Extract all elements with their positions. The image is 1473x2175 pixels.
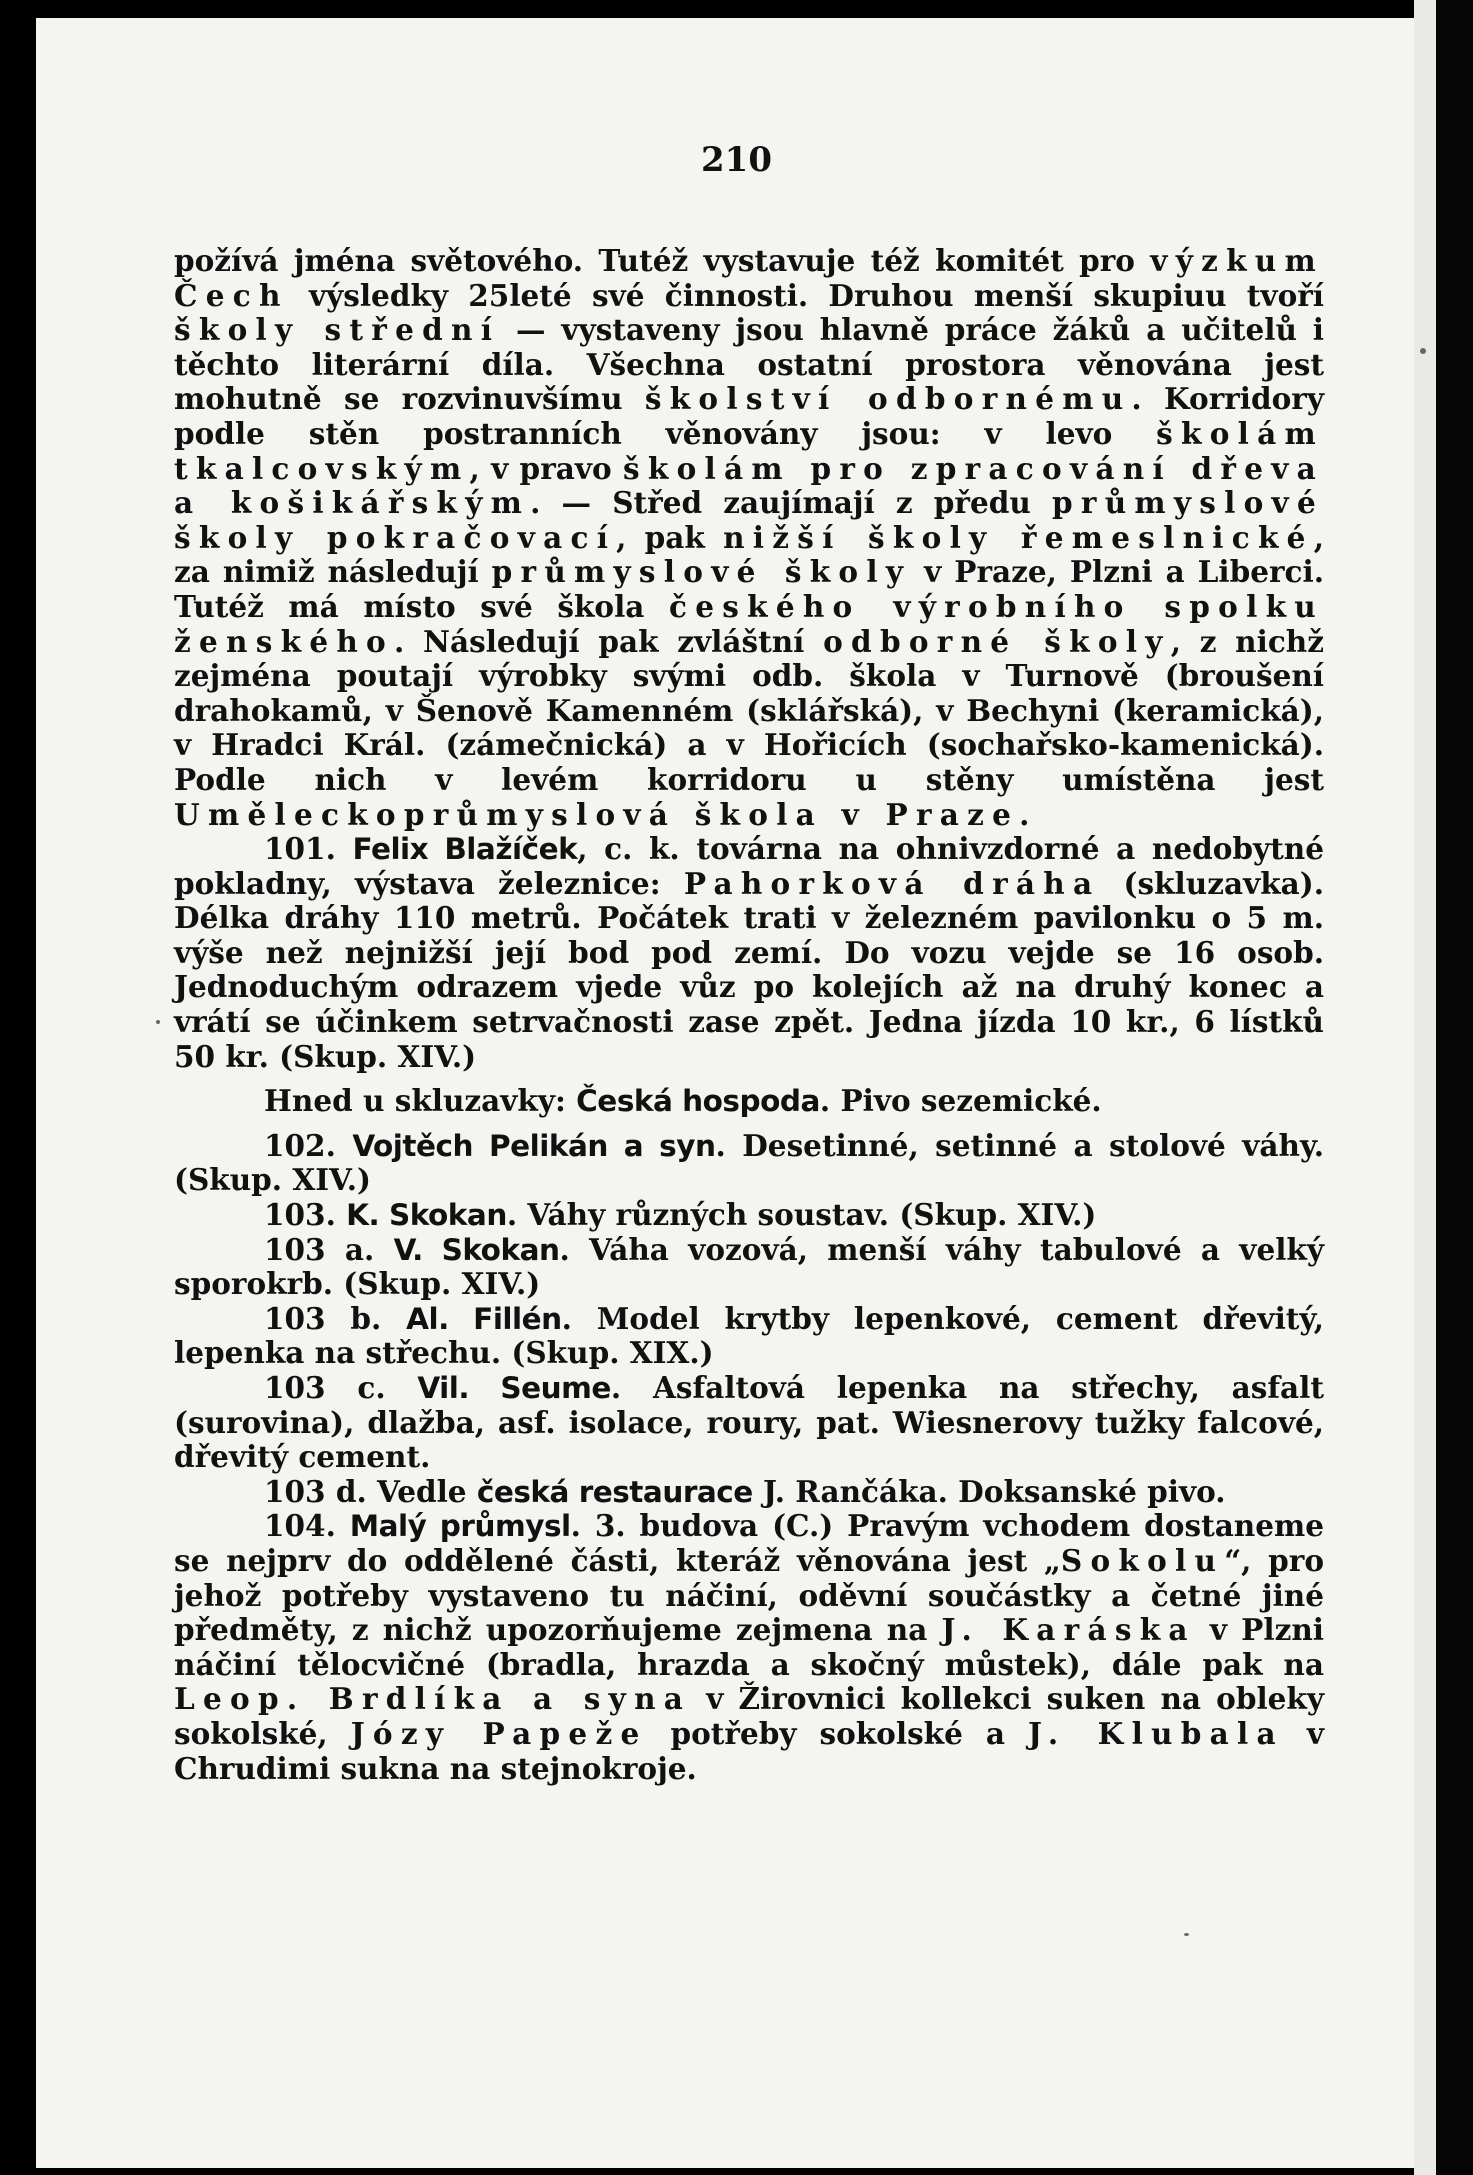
text-run: . 3. budova (C.) Pravým vchodem dostaneme se nejprv do oddělené části, kteráž věnována jest „ [174, 1508, 1325, 1578]
catalog-entry [174, 1084, 1324, 1119]
catalog-entry [174, 1233, 1324, 1302]
text-run: 104. [264, 1508, 350, 1544]
text-run: výsledky 25leté své činnosti. Druhou menší skupiuu tvoří [288, 277, 1324, 313]
spaced-emphasis: nižší školy řemeslnické [723, 519, 1314, 555]
firm-name: Česká hospoda [576, 1084, 820, 1119]
text-run: 103 b. [264, 1300, 407, 1336]
spaced-emphasis: J. Klubala [1027, 1715, 1284, 1751]
text-run: . Váhy různých soustav. (Skup. XIV.) [506, 1197, 1097, 1233]
text-run: 103 a. [264, 1231, 394, 1267]
text-run: “, pro jehož potřeby vystaveno tu náčiní, oděvní součástky a četné jiné předměty, z nichž upozorňujeme zejmena na [174, 1542, 1325, 1648]
firm-name: Malý průmysl [349, 1509, 571, 1544]
firm-name: K. Skokan [346, 1198, 507, 1233]
text-run: . Model krytby lepenkové, cement dřevitý, lepenka na střechu. (Skup. XIX.) [174, 1300, 1324, 1371]
spaced-emphasis: průmyslové školy [491, 554, 912, 590]
text-run: J. Rančáka. Doksanské pivo. [752, 1473, 1226, 1509]
spaced-emphasis: J. Karáska [941, 1612, 1196, 1648]
firm-name: Vojtěch Pelikán a syn [352, 1128, 716, 1163]
text-run: (skluzavka). Délka dráhy 110 metrů. Počátek trati v železném pavilonku o 5 m. výše než nejnižší její bod pod zemí. Do vozu vejde se 16 osob. Jednoduchým odrazem vjede vůz po kolejích až na druhý konec a vrátí se účinkem setrvačnosti zase zpět. Jedna jízda 10 kr., 6 lístků 50 kr. (Skup. XIV.) [174, 865, 1324, 1074]
text-run: v Plzni náčiní tělocvičné (bradla, hrazda a skočný můstek), dále pak na [174, 1612, 1324, 1682]
firm-name: Al. Fillén [406, 1301, 562, 1336]
text-run: . [1019, 796, 1030, 832]
text-run: , c. k. továrna na ohnivzdorné a nedobytné pokladny, výstava železnice: [174, 831, 1325, 901]
spaced-emphasis: školství odbornému [644, 381, 1132, 417]
page-edge-strip [1414, 0, 1436, 2175]
catalog-entry [174, 1371, 1324, 1475]
spaced-emphasis: českého výrobního spolku ženského [174, 588, 1324, 659]
page-number: 210 [701, 140, 772, 180]
catalog-entry [174, 1198, 1324, 1233]
paper-speck [1184, 1933, 1189, 1936]
text-run: , za nimiž následují [174, 519, 1324, 590]
scan-border [1436, 0, 1473, 2175]
text-paragraph [174, 244, 1324, 832]
text-run: . Pivo sezemické. [819, 1083, 1102, 1119]
text-run: požívá jména světového. Tutéž vystavuje též komitét pro [174, 243, 1151, 278]
text-run: 102. [264, 1127, 353, 1163]
text-run: v Chrudimi sukna na stejnokroje. [174, 1715, 1324, 1786]
spaced-emphasis: odborné školy [823, 623, 1171, 659]
spaced-emphasis: Józy Papeže [350, 1715, 648, 1751]
catalog-entry [174, 832, 1324, 1074]
body-text [174, 244, 1324, 1786]
firm-name: V. Skokan [393, 1232, 560, 1267]
text-run: v Žirovnici kollekci suken na obleky sokolské, [174, 1681, 1324, 1751]
text-run: — vystaveny jsou hlavně práce žáků a učitelů i těchto literární díla. Všechna ostatní prostora věnována jest mohutně se rozvinuvšímu [174, 312, 1324, 417]
text-run: 103. [264, 1197, 347, 1233]
spaced-emphasis: Leop. Brdlíka a syna [174, 1681, 692, 1717]
text-run: . — Střed zaujímají z předu [530, 485, 1053, 521]
spaced-emphasis: školy střední [174, 312, 501, 348]
text-run: 101. [264, 831, 353, 867]
spaced-emphasis: školám tkalcovským [174, 415, 1324, 486]
catalog-entry [174, 1475, 1324, 1510]
text-run: , v pravo [469, 450, 624, 486]
text-run: Hned u skluzavky: [264, 1083, 577, 1119]
firm-name: Felix Blažíček [352, 832, 578, 867]
text-run: potřeby sokolské a [647, 1715, 1028, 1751]
paper-speck [156, 1020, 160, 1024]
catalog-entry [174, 1509, 1324, 1786]
text-run: . Následují pak zvláštní [394, 623, 824, 659]
paper-speck [1420, 348, 1426, 354]
spaced-emphasis: Sokolu [1060, 1542, 1225, 1578]
firm-name: česká restaurace [476, 1474, 753, 1509]
text-run: 103 c. [264, 1370, 418, 1405]
text-run: v Praze, Plzni a Liberci. Tutéž má místo své škola [174, 554, 1324, 624]
catalog-entry [174, 1129, 1324, 1198]
catalog-entry [174, 1302, 1324, 1371]
spaced-emphasis: školám pro zpracování dřeva a košikářským [174, 450, 1325, 521]
text-run: . Asfaltová lepenka na střechy, asfalt (surovina), dlažba, asf. isolace, roury, pat. Wiesnerovy tužky falcové, dřevitý cement. [174, 1370, 1324, 1475]
text-run: . Desetinné, setinné a stolové váhy. (Skup. XIV.) [174, 1127, 1324, 1198]
text-run: 103 d. Vedle [264, 1473, 477, 1509]
spaced-emphasis: Pahorková dráha [683, 865, 1101, 901]
text-run: . Korridory podle stěn postranních věnovány jsou: v levo [174, 381, 1324, 451]
text-run: , pak [616, 519, 724, 555]
text-run: . Váha vozová, menší váhy tabulové a velký sporokrb. (Skup. XIV.) [174, 1231, 1324, 1302]
spaced-emphasis: Uměleckoprůmyslová škola v Praze [174, 796, 1020, 832]
spaced-emphasis: výzkum Čech [174, 243, 1324, 313]
text-run: , z nichž zejména poutají výrobky svými odb. škola v Turnově (broušení drahokamů, v Šenově Kamenném (sklářská), v Bechyni (keramická), v Hradci Král. (zámečnická) a v Hořicích (sochařsko-kamenická). Podle nich v levém korridoru u stěny umístěna jest [174, 623, 1324, 797]
spaced-emphasis: průmyslové školy pokračovací [174, 485, 1324, 555]
firm-name: Vil. Seume [417, 1371, 611, 1405]
